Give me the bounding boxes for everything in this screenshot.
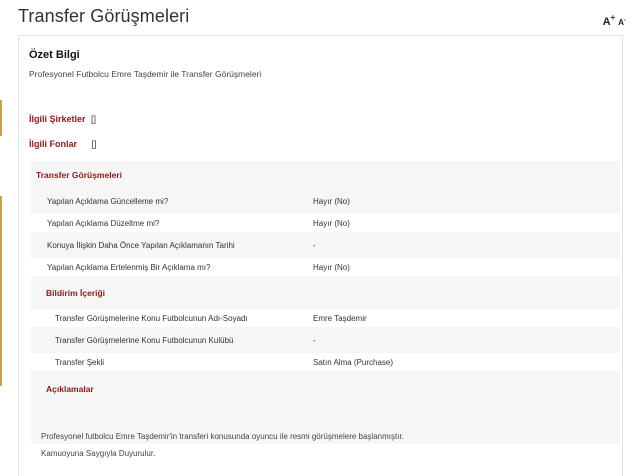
row-label: Transfer Görüşmelerine Konu Futbolcunun Kulübü: [55, 336, 234, 345]
row-value: Hayır (No): [313, 219, 350, 228]
related-funds-value: []: [91, 139, 97, 149]
explanation-paragraph: Profesyonel futbolcu Emre Taşdemir'in transferi konusunda oyuncu ile resmi görüşmelere başlanmıştır.: [41, 432, 404, 441]
table-row: [31, 353, 620, 371]
row-label: Yapılan Açıklama Ertelenmiş Bir Açıklama mı?: [47, 263, 211, 272]
disclosure-panel: [18, 35, 623, 476]
left-marker: [0, 196, 2, 386]
explanations-title: Açıklamalar: [46, 384, 94, 394]
font-increase-label: A: [602, 16, 611, 28]
table-row: [31, 214, 620, 232]
row-label: Transfer Görüşmelerine Konu Futbolcunun Adı-Soyadı: [55, 314, 248, 323]
summary-text: Profesyonel Futbolcu Emre Taşdemir ile Transfer Görüşmeleri: [29, 69, 262, 79]
row-value: Satın Alma (Purchase): [313, 358, 394, 367]
row-label: Yapılan Açıklama Güncelleme mi?: [47, 197, 169, 206]
row-label: Transfer Şekli: [55, 358, 105, 367]
table-row: [31, 331, 620, 349]
row-value: Hayır (No): [313, 197, 350, 206]
table-row: [31, 309, 620, 327]
row-value: -: [313, 336, 316, 345]
row-label: Konuya İlişkin Daha Önce Yapılan Açıklamanın Tarihi: [47, 241, 235, 250]
font-increase-button[interactable]: [602, 13, 616, 28]
table-row: [31, 236, 620, 254]
row-value: Emre Taşdemir: [313, 314, 367, 323]
explanation-paragraph: Kamuoyuna Saygıyla Duyurulur.: [41, 449, 156, 458]
transfer-section-title: Transfer Görüşmeleri: [36, 170, 122, 180]
table-row: [31, 192, 620, 210]
related-companies-value: []: [91, 114, 97, 124]
notification-section-title: Bildirim İçeriği: [46, 288, 106, 298]
table-row: [31, 258, 620, 276]
font-decrease-button[interactable]: [618, 18, 626, 27]
related-funds: [29, 139, 97, 149]
row-value: Hayır (No): [313, 263, 350, 272]
font-size-controls: [603, 13, 626, 28]
related-companies-label[interactable]: İlgili Şirketler: [29, 114, 86, 124]
font-decrease-sup: -: [624, 18, 626, 24]
font-increase-sup: +: [610, 13, 616, 22]
related-companies: [29, 114, 96, 124]
left-marker: [0, 100, 2, 136]
row-value: -: [313, 241, 316, 250]
page-title: Transfer Görüşmeleri: [18, 6, 190, 26]
page-header: [0, 0, 640, 34]
font-decrease-label: A: [618, 18, 624, 27]
row-label: Yapılan Açıklama Düzeltme mi?: [47, 219, 160, 228]
summary-title: Özet Bilgi: [29, 49, 80, 61]
related-funds-label[interactable]: İlgili Fonlar: [29, 139, 78, 149]
